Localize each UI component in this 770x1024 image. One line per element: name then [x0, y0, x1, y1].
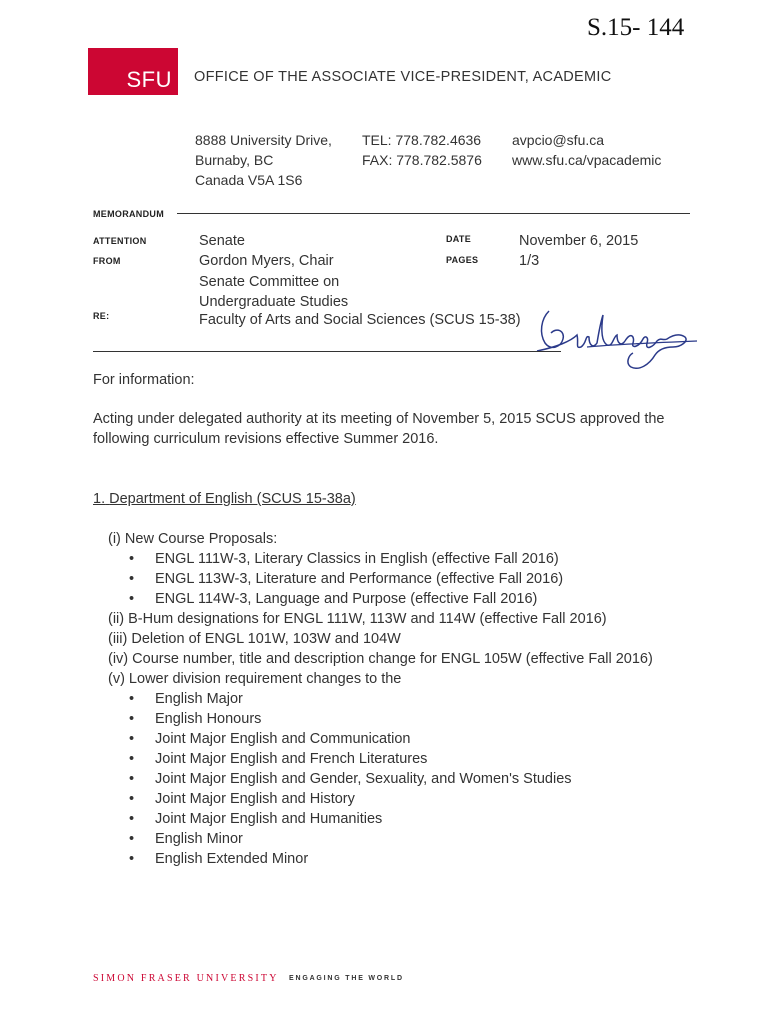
bullet-item — [108, 729, 653, 749]
address-line: 8888 University Drive, — [195, 132, 332, 148]
attention-label: ATTENTION — [93, 236, 147, 246]
bullet-text: Joint Major English and French Literatures — [155, 751, 428, 767]
bullet-icon: • — [129, 731, 135, 747]
pages-label: PAGES — [446, 255, 479, 265]
for-information-heading: For information: — [93, 372, 195, 388]
bullet-icon: • — [129, 551, 135, 567]
bullet-text: ENGL 111W-3, Literary Classics in English (effective Fall 2016) — [155, 551, 559, 567]
bullet-text: ENGL 114W-3, Language and Purpose (effective Fall 2016) — [155, 591, 538, 607]
section-number: 1. — [93, 491, 106, 507]
footer-university-name: SIMON FRASER UNIVERSITY — [93, 973, 279, 984]
bullet-icon: • — [129, 691, 135, 707]
fax-number: FAX: 778.782.5876 — [362, 152, 482, 168]
bullet-item — [108, 549, 653, 569]
bullet-icon: • — [129, 831, 135, 847]
re-divider — [93, 351, 561, 352]
list-line: (i) New Course Proposals: — [108, 531, 278, 547]
footer-tagline: ENGAGING THE WORLD — [289, 975, 404, 982]
bullet-icon: • — [129, 791, 135, 807]
bullet-item — [108, 709, 653, 729]
document-number: S.15- 144 — [587, 14, 685, 41]
intro-paragraph: Acting under delegated authority at its meeting of November 5, 2015 SCUS approved the following curriculum revisions effective Summer 2016. — [93, 411, 665, 447]
sfu-logo — [88, 48, 178, 95]
email-address[interactable]: avpcio@sfu.ca — [512, 132, 605, 148]
web-contact — [512, 130, 661, 170]
pages-value: 1/3 — [519, 253, 540, 269]
bullet-item — [108, 749, 653, 769]
bullet-icon: • — [129, 751, 135, 767]
re-label: RE: — [93, 311, 110, 321]
bullet-icon: • — [129, 591, 135, 607]
list-line: (ii) B-Hum designations for ENGL 111W, 113W and 114W (effective Fall 2016) — [108, 611, 607, 627]
list-line: (iii) Deletion of ENGL 101W, 103W and 104W — [108, 631, 401, 647]
from-value — [199, 251, 348, 313]
bullet-text: English Extended Minor — [155, 851, 309, 867]
bullet-item — [108, 849, 653, 869]
bullet-item — [108, 829, 653, 849]
bullet-text: Joint Major English and Communication — [155, 731, 411, 747]
bullet-icon: • — [129, 771, 135, 787]
bullet-text: Joint Major English and History — [155, 791, 355, 807]
bullet-text: Joint Major English and Gender, Sexuality, and Women's Studies — [155, 771, 572, 787]
address-line: Canada V5A 1S6 — [195, 172, 303, 188]
website-url[interactable]: www.sfu.ca/vpacademic — [512, 152, 662, 168]
list-line: (iv) Course number, title and description change for ENGL 105W (effective Fall 2016) — [108, 651, 653, 667]
bullet-item — [108, 809, 653, 829]
bullet-text: English Honours — [155, 711, 262, 727]
bullet-text: Joint Major English and Humanities — [155, 811, 383, 827]
bullet-item — [108, 569, 653, 589]
from-line: Undergraduate Studies — [199, 294, 349, 310]
revision-list — [108, 529, 653, 869]
office-title: OFFICE OF THE ASSOCIATE VICE-PRESIDENT, ACADEMIC — [194, 69, 612, 85]
memorandum-heading: MEMORANDUM — [93, 209, 164, 219]
section-title: Department of English (SCUS 15-38a) — [109, 491, 356, 507]
tel-number: TEL: 778.782.4636 — [362, 132, 482, 148]
from-line: Senate Committee on — [199, 273, 340, 290]
bullet-item — [108, 789, 653, 809]
mailing-address — [195, 130, 332, 190]
bullet-icon: • — [129, 571, 135, 587]
bullet-icon: • — [129, 811, 135, 827]
bullet-item — [108, 589, 653, 609]
re-value: Faculty of Arts and Social Sciences (SCUS 15-38) — [199, 312, 521, 328]
bullet-text: English Minor — [155, 831, 243, 847]
phone-numbers — [362, 130, 482, 170]
bullet-item — [108, 769, 653, 789]
bullet-item — [108, 689, 653, 709]
section-heading — [93, 489, 356, 509]
bullet-text: English Major — [155, 691, 243, 707]
attention-value: Senate — [199, 233, 245, 249]
from-label: FROM — [93, 256, 121, 266]
signature — [527, 297, 707, 375]
date-value: November 6, 2015 — [519, 233, 639, 249]
bullet-text: ENGL 113W-3, Literature and Performance (effective Fall 2016) — [155, 571, 564, 587]
logo-text: SFU — [126, 67, 172, 92]
date-label: DATE — [446, 234, 472, 244]
list-line: (v) Lower division requirement changes to the — [108, 671, 402, 687]
bullet-icon: • — [129, 851, 135, 867]
memo-divider — [177, 213, 690, 214]
bullet-icon: • — [129, 711, 135, 727]
from-line: Gordon Myers, Chair — [199, 253, 334, 269]
address-line: Burnaby, BC — [195, 152, 274, 168]
